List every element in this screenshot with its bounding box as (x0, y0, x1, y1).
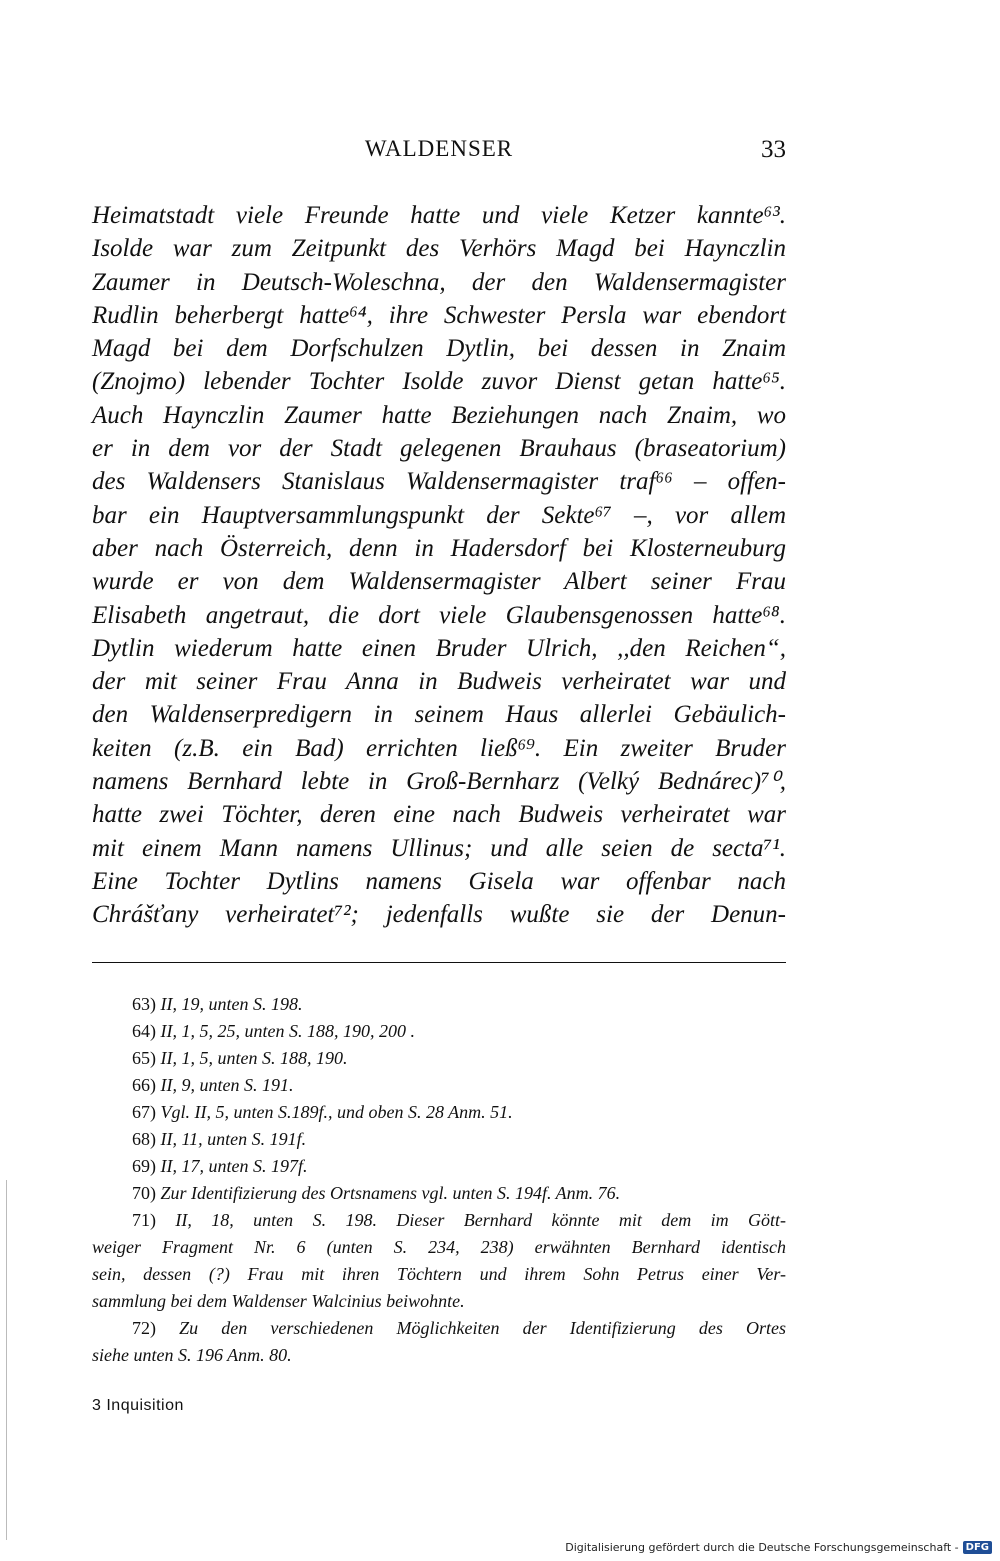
footnote-number: 63) (132, 994, 156, 1014)
text-line: keiten (z.B. ein Bad) errichten ließ⁶⁹. Ein zweiter Bruder (92, 734, 786, 762)
footnote-text: II, 18, unten S. 198. Dieser Bernhard könnte mit dem im Gött- (175, 1210, 787, 1230)
footnote-text: Zur Identifizierung des Ortsnamens vgl. unten S. 194f. Anm. 76. (160, 1183, 621, 1203)
footnote-number: 66) (132, 1075, 156, 1095)
footnote-text: II, 1, 5, 25, unten S. 188, 190, 200 . (160, 1021, 415, 1041)
text-line: Rudlin beherbergt hatte⁶⁴, ihre Schwester Persla war ebendort (92, 301, 786, 329)
text-line: Magd bei dem Dorfschulzen Dytlin, bei dessen in Znaim (92, 335, 786, 363)
footnote-number: 71) (132, 1210, 156, 1230)
body-text (92, 199, 786, 932)
footnote-continuation (92, 1261, 786, 1288)
footnote-number: 65) (132, 1048, 156, 1068)
text-line: den Waldenserpredigern in seinem Haus allerlei Gebäulich- (92, 701, 786, 729)
footnote-text: II, 19, unten S. 198. (160, 994, 303, 1014)
footnote-text: weiger Fragment Nr. 6 (unten S. 234, 238) erwähnten Bernhard identisch (92, 1237, 786, 1257)
scan-edge-line (6, 1180, 7, 1540)
page-header (92, 136, 786, 176)
footnote (92, 991, 786, 1018)
footnote-continuation (92, 1234, 786, 1261)
footnotes (92, 991, 786, 1369)
footnote-text: sein, dessen (?) Frau mit ihren Töchtern und ihrem Sohn Petrus einer Ver- (92, 1264, 786, 1284)
footnote-continuation (92, 1288, 786, 1315)
footnote (92, 1045, 786, 1072)
running-title: WALDENSER (364, 136, 514, 161)
text-line: er in dem vor der Stadt gelegenen Brauhaus (braseatorium) (92, 435, 786, 463)
text-line: mit einem Mann namens Ullinus; und alle seien de secta⁷¹. (92, 834, 786, 862)
footnote-text: sammlung bei dem Waldenser Walcinius beiwohnte. (92, 1291, 465, 1311)
footnote-number: 68) (132, 1129, 156, 1149)
text-line: Dytlin wiederum hatte einen Bruder Ulrich, ,,den Reichen“, (92, 634, 786, 662)
footnote-number: 72) (132, 1318, 156, 1338)
text-line: Chrášťany verheiratet⁷²; jedenfalls wußte sie der Denun- (92, 901, 786, 929)
footnote (92, 1180, 786, 1207)
footnote-text: Zu den verschiedenen Möglichkeiten der Identifizierung des Ortes (179, 1318, 786, 1338)
footnote-text: siehe unten S. 196 Anm. 80. (92, 1345, 292, 1365)
footnote-text: II, 17, unten S. 197f. (160, 1156, 308, 1176)
text-line: Isolde war zum Zeitpunkt des Verhörs Magd bei Haynczlin (92, 235, 786, 263)
footnote (92, 1153, 786, 1180)
page-number: 33 (761, 136, 786, 163)
text-line: Eine Tochter Dytlins namens Gisela war offenbar nach (92, 867, 786, 895)
text-line: wurde er von dem Waldensermagister Albert seiner Frau (92, 568, 786, 596)
text-line: aber nach Österreich, denn in Hadersdorf bei Klosterneuburg (92, 534, 786, 562)
text-line: Heimatstadt viele Freunde hatte und viele Ketzer kannte⁶³. (92, 202, 786, 229)
footnote (92, 1315, 786, 1342)
footnote (92, 1207, 786, 1234)
footnote-text: II, 1, 5, unten S. 188, 190. (160, 1048, 348, 1068)
footnote (92, 1072, 786, 1099)
footnote-text: II, 9, unten S. 191. (160, 1075, 294, 1095)
dfg-funding-notice (565, 1541, 992, 1554)
footnote-number: 67) (132, 1102, 156, 1122)
footnote (92, 1018, 786, 1045)
text-line: (Znojmo) lebender Tochter Isolde zuvor Dienst getan hatte⁶⁵. (92, 368, 786, 396)
text-line: Elisabeth angetraut, die dort viele Glaubensgenossen hatte⁶⁸. (92, 601, 786, 629)
footnote (92, 1099, 786, 1126)
text-line: bar ein Hauptversammlungspunkt der Sekte⁶⁷ –, vor allem (92, 501, 786, 529)
footnote-continuation (92, 1342, 786, 1369)
footnote-divider (92, 962, 786, 963)
dfg-notice-text: Digitalisierung gefördert durch die Deutsche Forschungsgemeinschaft - (565, 1541, 959, 1554)
text-line: namens Bernhard lebte in Groß-Bernharz (Velký Bednárec)⁷⁰, (92, 768, 786, 796)
text-line: des Waldensers Stanislaus Waldensermagister traf⁶⁶ – offen- (92, 468, 786, 496)
footnote-number: 64) (132, 1021, 156, 1041)
footnote (92, 1126, 786, 1153)
footnote-number: 70) (132, 1183, 156, 1203)
text-line: hatte zwei Töchter, deren eine nach Budweis verheiratet war (92, 801, 786, 829)
text-line: Zaumer in Deutsch-Woleschna, der den Waldensermagister (92, 268, 786, 296)
footnote-text: II, 11, unten S. 191f. (160, 1129, 307, 1149)
footnote-number: 69) (132, 1156, 156, 1176)
dfg-logo: DFG (963, 1541, 992, 1554)
printer-signature: 3 Inquisition (92, 1397, 184, 1414)
text-line: Auch Haynczlin Zaumer hatte Beziehungen nach Znaim, wo (92, 401, 786, 429)
footnote-text: Vgl. II, 5, unten S.189f., und oben S. 28 Anm. 51. (160, 1102, 513, 1122)
text-line: der mit seiner Frau Anna in Budweis verheiratet war und (92, 668, 786, 696)
